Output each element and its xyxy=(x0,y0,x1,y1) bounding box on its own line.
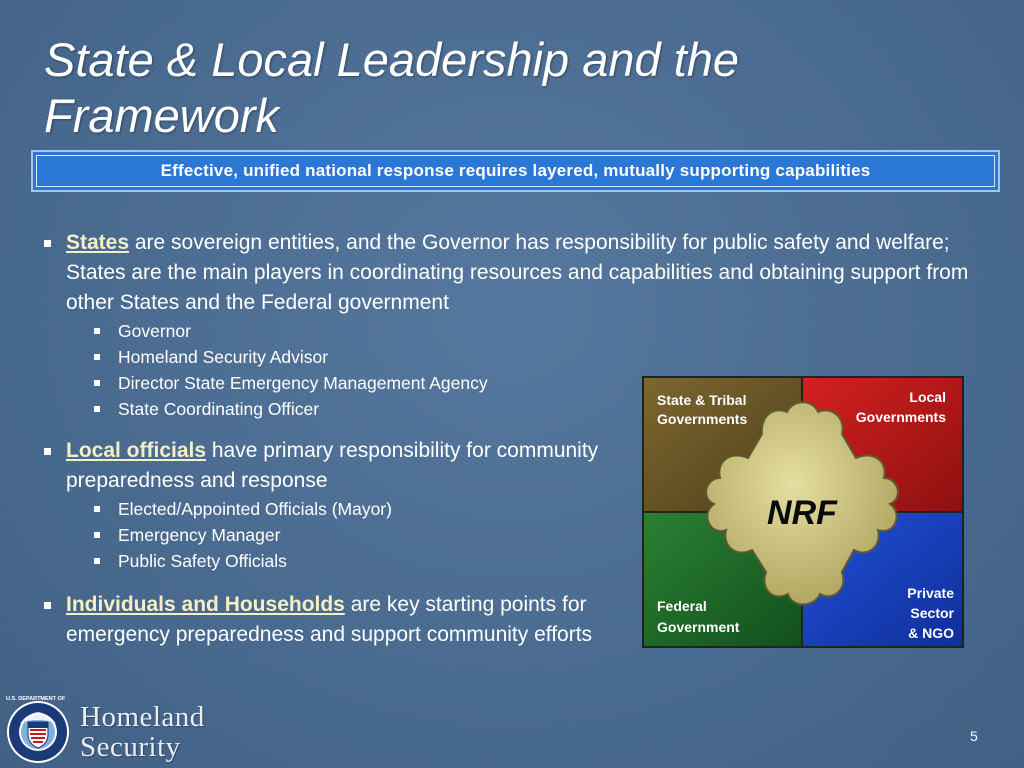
dhs-seal-icon xyxy=(6,696,70,764)
homeland-security-wordmark xyxy=(80,702,205,762)
sub-bullet-text: Elected/Appointed Officials (Mayor) xyxy=(118,499,392,519)
slide-title: State & Local Leadership and the Framework xyxy=(44,33,740,142)
bullet-square-icon xyxy=(44,602,51,609)
wordmark-line-2: Security xyxy=(80,731,181,763)
bullet-square-icon xyxy=(94,532,100,538)
bullet-text: have primary responsibility for community preparedness and response xyxy=(66,439,599,492)
wordmark-line-1: Homeland xyxy=(80,701,205,733)
bullet-square-icon xyxy=(94,506,100,512)
bullet-text: are sovereign entities, and the Governor has responsibility for public safety and welfare; States are the main players in coordinating resources and capabilities and obtaining support from other States and the Federal government xyxy=(66,231,969,314)
banner-frame xyxy=(31,150,1000,192)
sub-bullet-text: Homeland Security Advisor xyxy=(118,347,329,367)
label-federal-2: Government xyxy=(657,619,740,635)
label-private-2: Sector xyxy=(910,605,954,621)
sub-bullet xyxy=(44,344,1004,370)
bullet-individuals xyxy=(44,590,606,650)
bullet-square-icon xyxy=(44,240,51,247)
bullet-local-officials xyxy=(44,436,606,496)
bullet-states xyxy=(44,228,1006,318)
label-state-tribal-2: Governments xyxy=(657,411,748,427)
seal-text-top: U.S. DEPARTMENT OF xyxy=(6,696,66,702)
puzzle-center-label: NRF xyxy=(767,494,837,532)
bullet-square-icon xyxy=(94,558,100,564)
banner-text: Effective, unified national response requires layered, mutually supporting capabilities xyxy=(36,155,995,187)
sub-bullet-text: Emergency Manager xyxy=(118,525,281,545)
nrf-puzzle-diagram xyxy=(642,376,964,648)
bullet-text: are key starting points for emergency preparedness and support community efforts xyxy=(66,593,593,646)
bullet-square-icon xyxy=(94,406,100,412)
sub-bullet-text: Public Safety Officials xyxy=(118,551,287,571)
label-local-2: Governments xyxy=(855,409,946,425)
bullet-key: Individuals and Households xyxy=(66,593,345,616)
label-local-1: Local xyxy=(909,389,946,405)
bullet-square-icon xyxy=(44,448,51,455)
label-state-tribal-1: State & Tribal xyxy=(657,392,747,408)
label-private-3: & NGO xyxy=(908,625,954,641)
bullet-key: Local officials xyxy=(66,439,207,462)
bullet-square-icon xyxy=(94,328,100,334)
sub-bullet-text: Governor xyxy=(118,321,191,341)
bullet-square-icon xyxy=(94,354,100,360)
sub-bullet-text: Director State Emergency Management Agency xyxy=(118,373,488,393)
page-number: 5 xyxy=(970,728,978,744)
sub-bullet xyxy=(44,318,1004,344)
sub-bullet-text: State Coordinating Officer xyxy=(118,399,320,419)
label-federal-1: Federal xyxy=(657,598,707,614)
bullet-key: States xyxy=(66,231,130,254)
bullet-square-icon xyxy=(94,380,100,386)
label-private-1: Private xyxy=(907,585,954,601)
